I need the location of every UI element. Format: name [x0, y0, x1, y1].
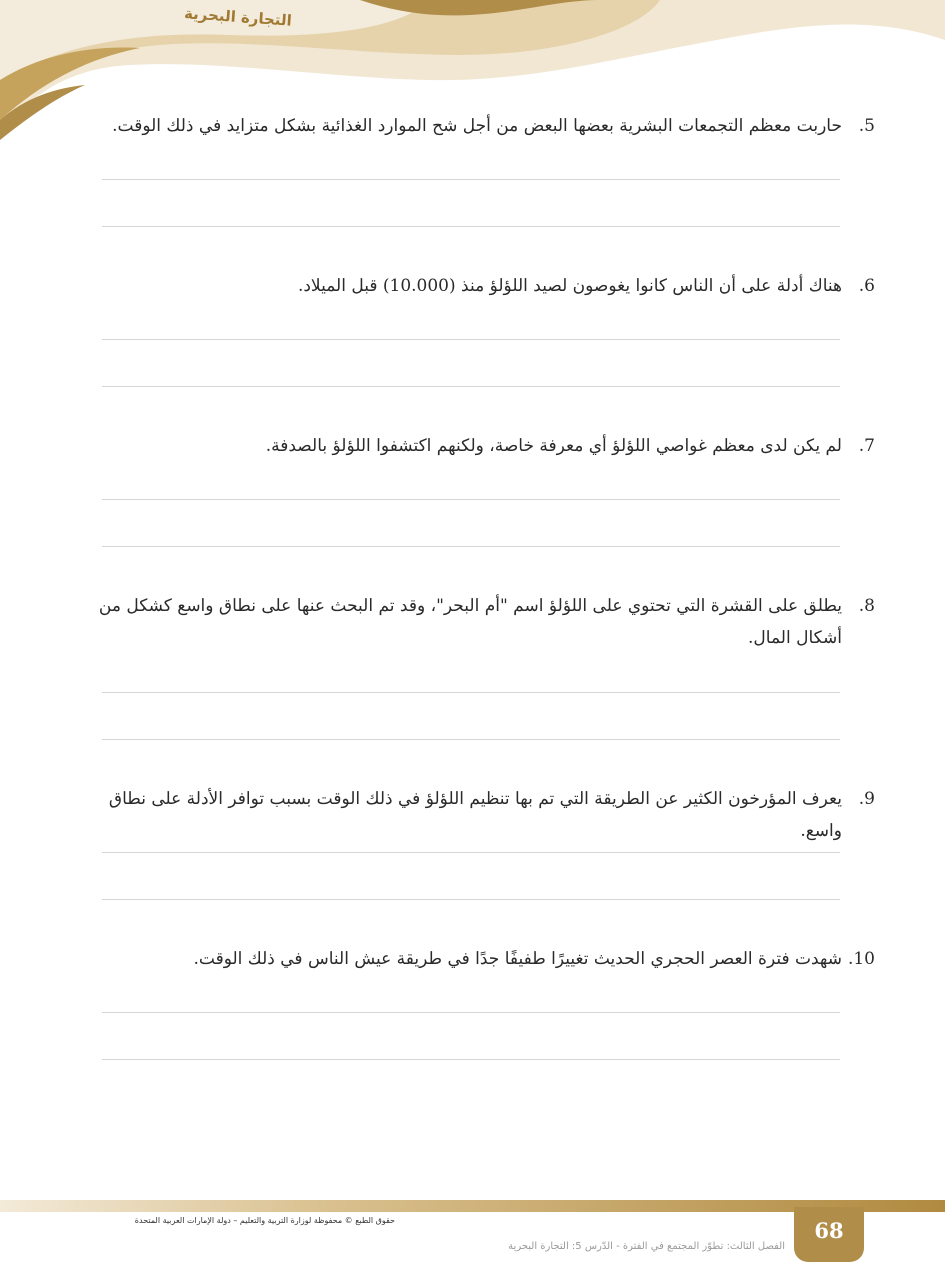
answer-line[interactable] [102, 546, 840, 547]
page-header-title: التجارة البحرية [183, 4, 293, 30]
question-text: هناك أدلة على أن الناس كانوا يغوصون لصيد اللؤلؤ منذ (10.000) قبل الميلاد. [297, 276, 842, 296]
answer-line[interactable] [102, 1059, 840, 1060]
question-7 [90, 430, 875, 462]
question-text: شهدت فترة العصر الحجري الحديث تغييرًا طفيفًا جدًا في طريقة عيش الناس في ذلك الوقت. [193, 949, 842, 969]
question-6 [90, 270, 875, 302]
question-number: 8. [858, 596, 875, 616]
answer-line[interactable] [102, 852, 840, 853]
question-number: 6. [858, 276, 875, 296]
question-text: يعرف المؤرخون الكثير عن الطريقة التي تم بها تنظيم اللؤلؤ في ذلك الوقت بسبب توافر الأدلة على نطاق واسع. [108, 789, 842, 841]
question-text: حاربت معظم التجمعات البشرية بعضها البعض من أجل شح الموارد الغذائية بشكل متزايد في ذلك الوقت. [112, 116, 842, 136]
question-number: 5. [858, 116, 875, 136]
page-number: 68 [814, 1218, 844, 1243]
question-text: لم يكن لدى معظم غواصي اللؤلؤ أي معرفة خاصة، ولكنهم اكتشفوا اللؤلؤ بالصدفة. [265, 436, 842, 456]
answer-line[interactable] [102, 339, 840, 340]
question-number: 7. [858, 436, 875, 456]
answer-line[interactable] [102, 739, 840, 740]
copyright-notice: حقوق الطبع © محفوظة لوزارة التربية والتعليم – دولة الإمارات العربية المتحدة [134, 1216, 395, 1225]
answer-line[interactable] [102, 386, 840, 387]
question-10 [90, 943, 875, 975]
question-5 [90, 110, 875, 142]
answer-line[interactable] [102, 499, 840, 500]
answer-line[interactable] [102, 1012, 840, 1013]
question-number: 9. [858, 789, 875, 809]
answer-line[interactable] [102, 179, 840, 180]
question-8 [90, 590, 875, 654]
question-number: 10. [847, 949, 875, 969]
answer-line[interactable] [102, 899, 840, 900]
answer-line[interactable] [102, 692, 840, 693]
question-text: يطلق على القشرة التي تحتوي على اللؤلؤ اسم "أم البحر"، وقد تم البحث عنها على نطاق واسع كشكل من أشكال المال. [98, 596, 842, 648]
answer-line[interactable] [102, 226, 840, 227]
chapter-reference: الفصل الثالث: تطوّر المجتمع في الفترة - الدّرس 5: التجارة البحرية [508, 1241, 785, 1252]
question-9 [90, 783, 875, 847]
